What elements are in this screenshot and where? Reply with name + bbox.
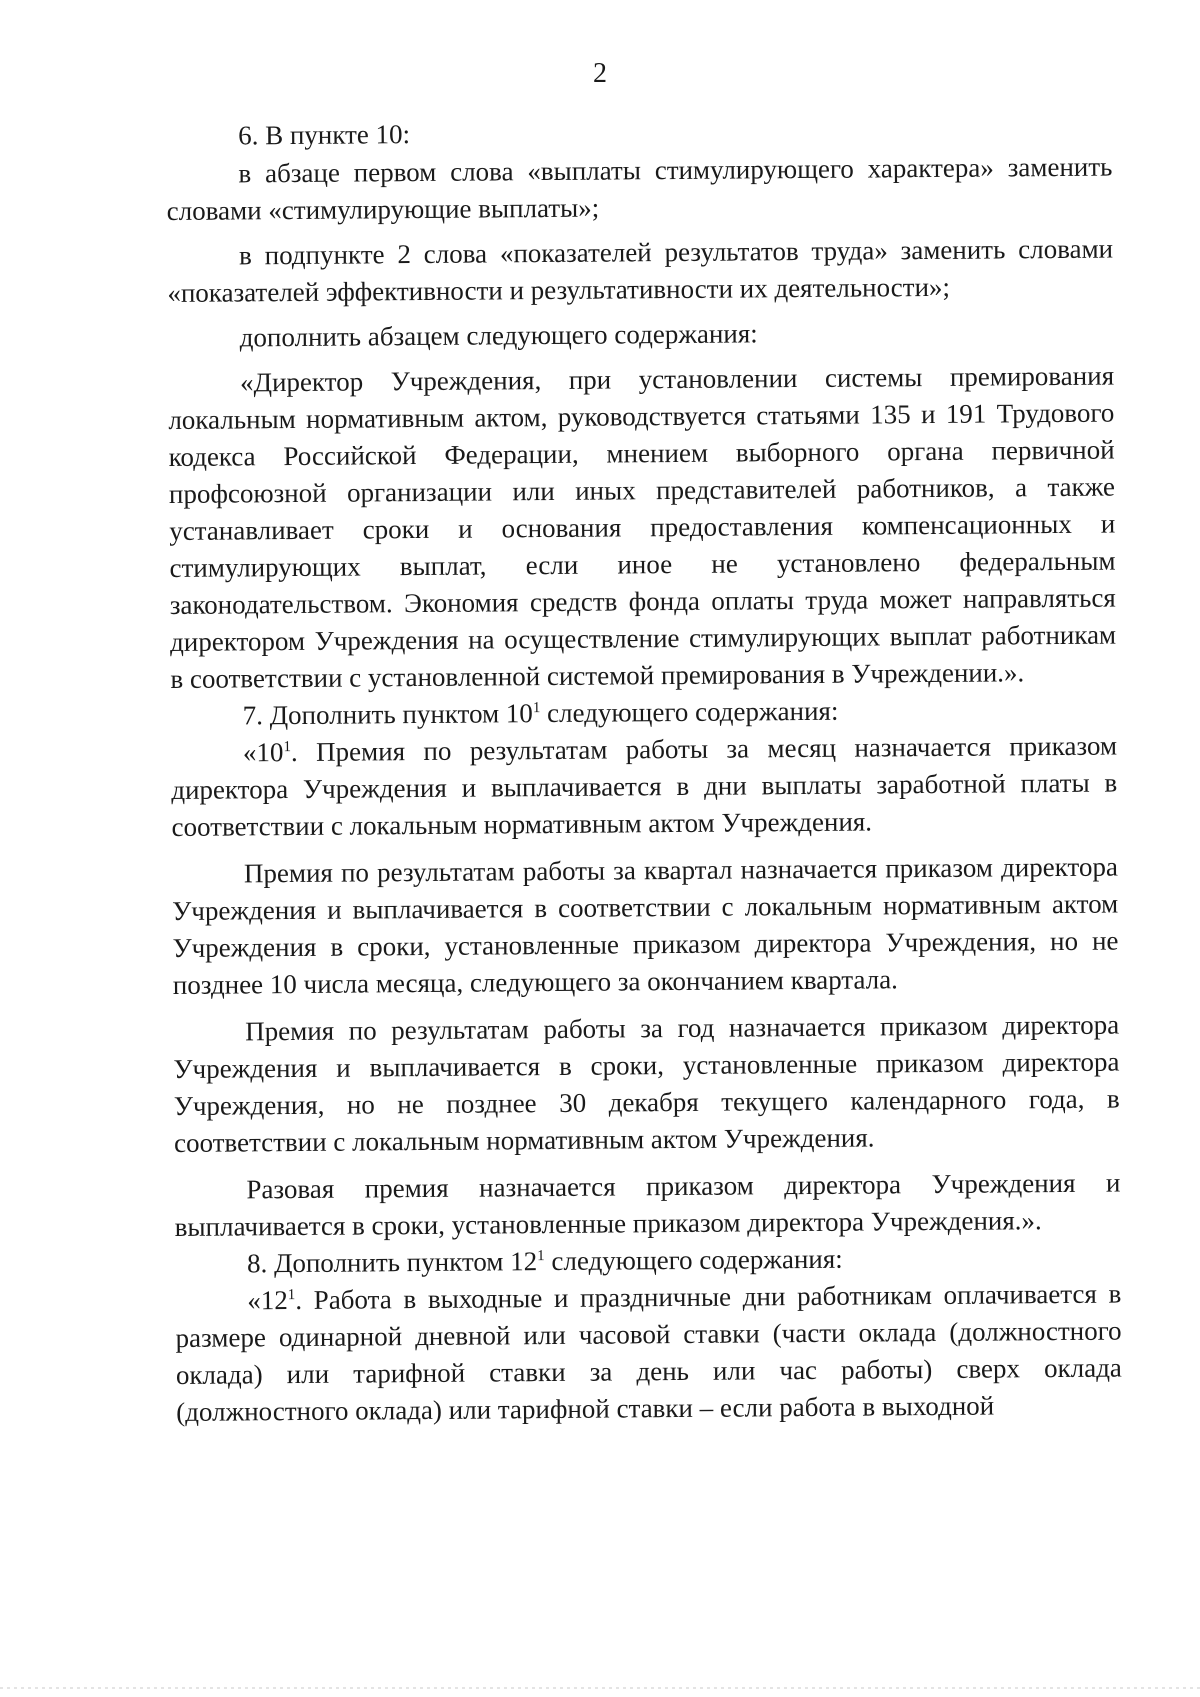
- paragraph-item-7-tail: следующего содержания:: [540, 695, 839, 729]
- paragraph-item-6: 6. В пункте 10:: [238, 119, 411, 151]
- paragraph-quarterly-premium: Премия по результатам работы за квартал назначается приказом директора Учреждения и выплачивается в соответствии с локальным нормативным актом Учреждения в сроки, установленные приказом директора Учреждения, но не позднее 10 числа месяца, следующего за окончанием квартала.: [172, 851, 1119, 1000]
- paragraph-add-abzac: дополнить абзацем следующего содержания:: [239, 318, 758, 353]
- paragraph-first-abzac: в абзаце первом слова «выплаты стимулирующего характера» заменить словами «стимулирующие выплаты»;: [166, 151, 1113, 226]
- paragraph-weekend-work: [175, 1276, 1122, 1431]
- superscript: 1: [537, 1248, 545, 1265]
- paragraph-yearly-premium: Премия по результатам работы за год назначается приказом директора Учреждения и выплачивается в сроки, установленные приказом директора Учреждения, но не позднее 30 декабря текущего календарного года, в соответствии с локальным нормативным актом Учреждения.: [173, 1009, 1120, 1158]
- document-body: [166, 111, 1122, 1431]
- paragraph-monthly-premium-text: . Премия по результатам работы за месяц назначается приказом директора Учреждения и выплачивается в дни выплаты заработной платы в соответствии с локальным нормативным актом Учреждения.: [171, 730, 1118, 842]
- paragraph-one-time-premium: Разовая премия назначается приказом директора Учреждения и выплачивается в сроки, установленные приказом директора Учреждения.».: [174, 1167, 1121, 1242]
- paragraph-monthly-premium-open: «10: [242, 737, 284, 768]
- paragraph-director-premium: «Директор Учреждения, при установлении системы премирования локальным нормативным актом, руководствуется статьями 135 и 191 Трудового кодекса Российской Федерации, мнением выборного органа первичной профсоюзной организации или иных представителей работников, а также устанавливает сроки и основания предоставления компенсационных и стимулирующих выплат, если иное не установлено федеральным законодательством. Экономия средств фонда оплаты труда может направляться директором Учреждения на осуществление стимулирующих выплат работникам в соответствии с установленной системой премирования в Учреждении.».: [168, 360, 1117, 694]
- paragraph-weekend-work-open: «12: [247, 1285, 288, 1316]
- paragraph-monthly-premium: [171, 728, 1118, 846]
- paragraph-weekend-work-text: . Работа в выходные и праздничные дни работникам оплачивается в размере одинарной дневной или часовой ставки (части оклада (должностного оклада) или тарифной ставки за день или час работы) сверх оклада (должностного оклада) или тарифной ставки – если работа в выходной: [175, 1278, 1122, 1427]
- superscript: 1: [532, 700, 541, 717]
- superscript: 1: [283, 739, 292, 756]
- paragraph-item-7-text: 7. Дополнить пунктом 10: [242, 698, 533, 731]
- paragraph-item-8-tail: следующего содержания:: [544, 1243, 843, 1277]
- page-number: 2: [593, 58, 607, 89]
- superscript: 1: [287, 1287, 296, 1304]
- paragraph-subpoint-2: в подпункте 2 слова «показателей результатов труда» заменить словами «показателей эффективности и результативности их деятельности»;: [167, 233, 1114, 308]
- paragraph-item-8-text: 8. Дополнить пунктом 12: [246, 1246, 538, 1279]
- scan-edge-artifact: [0, 1687, 1200, 1689]
